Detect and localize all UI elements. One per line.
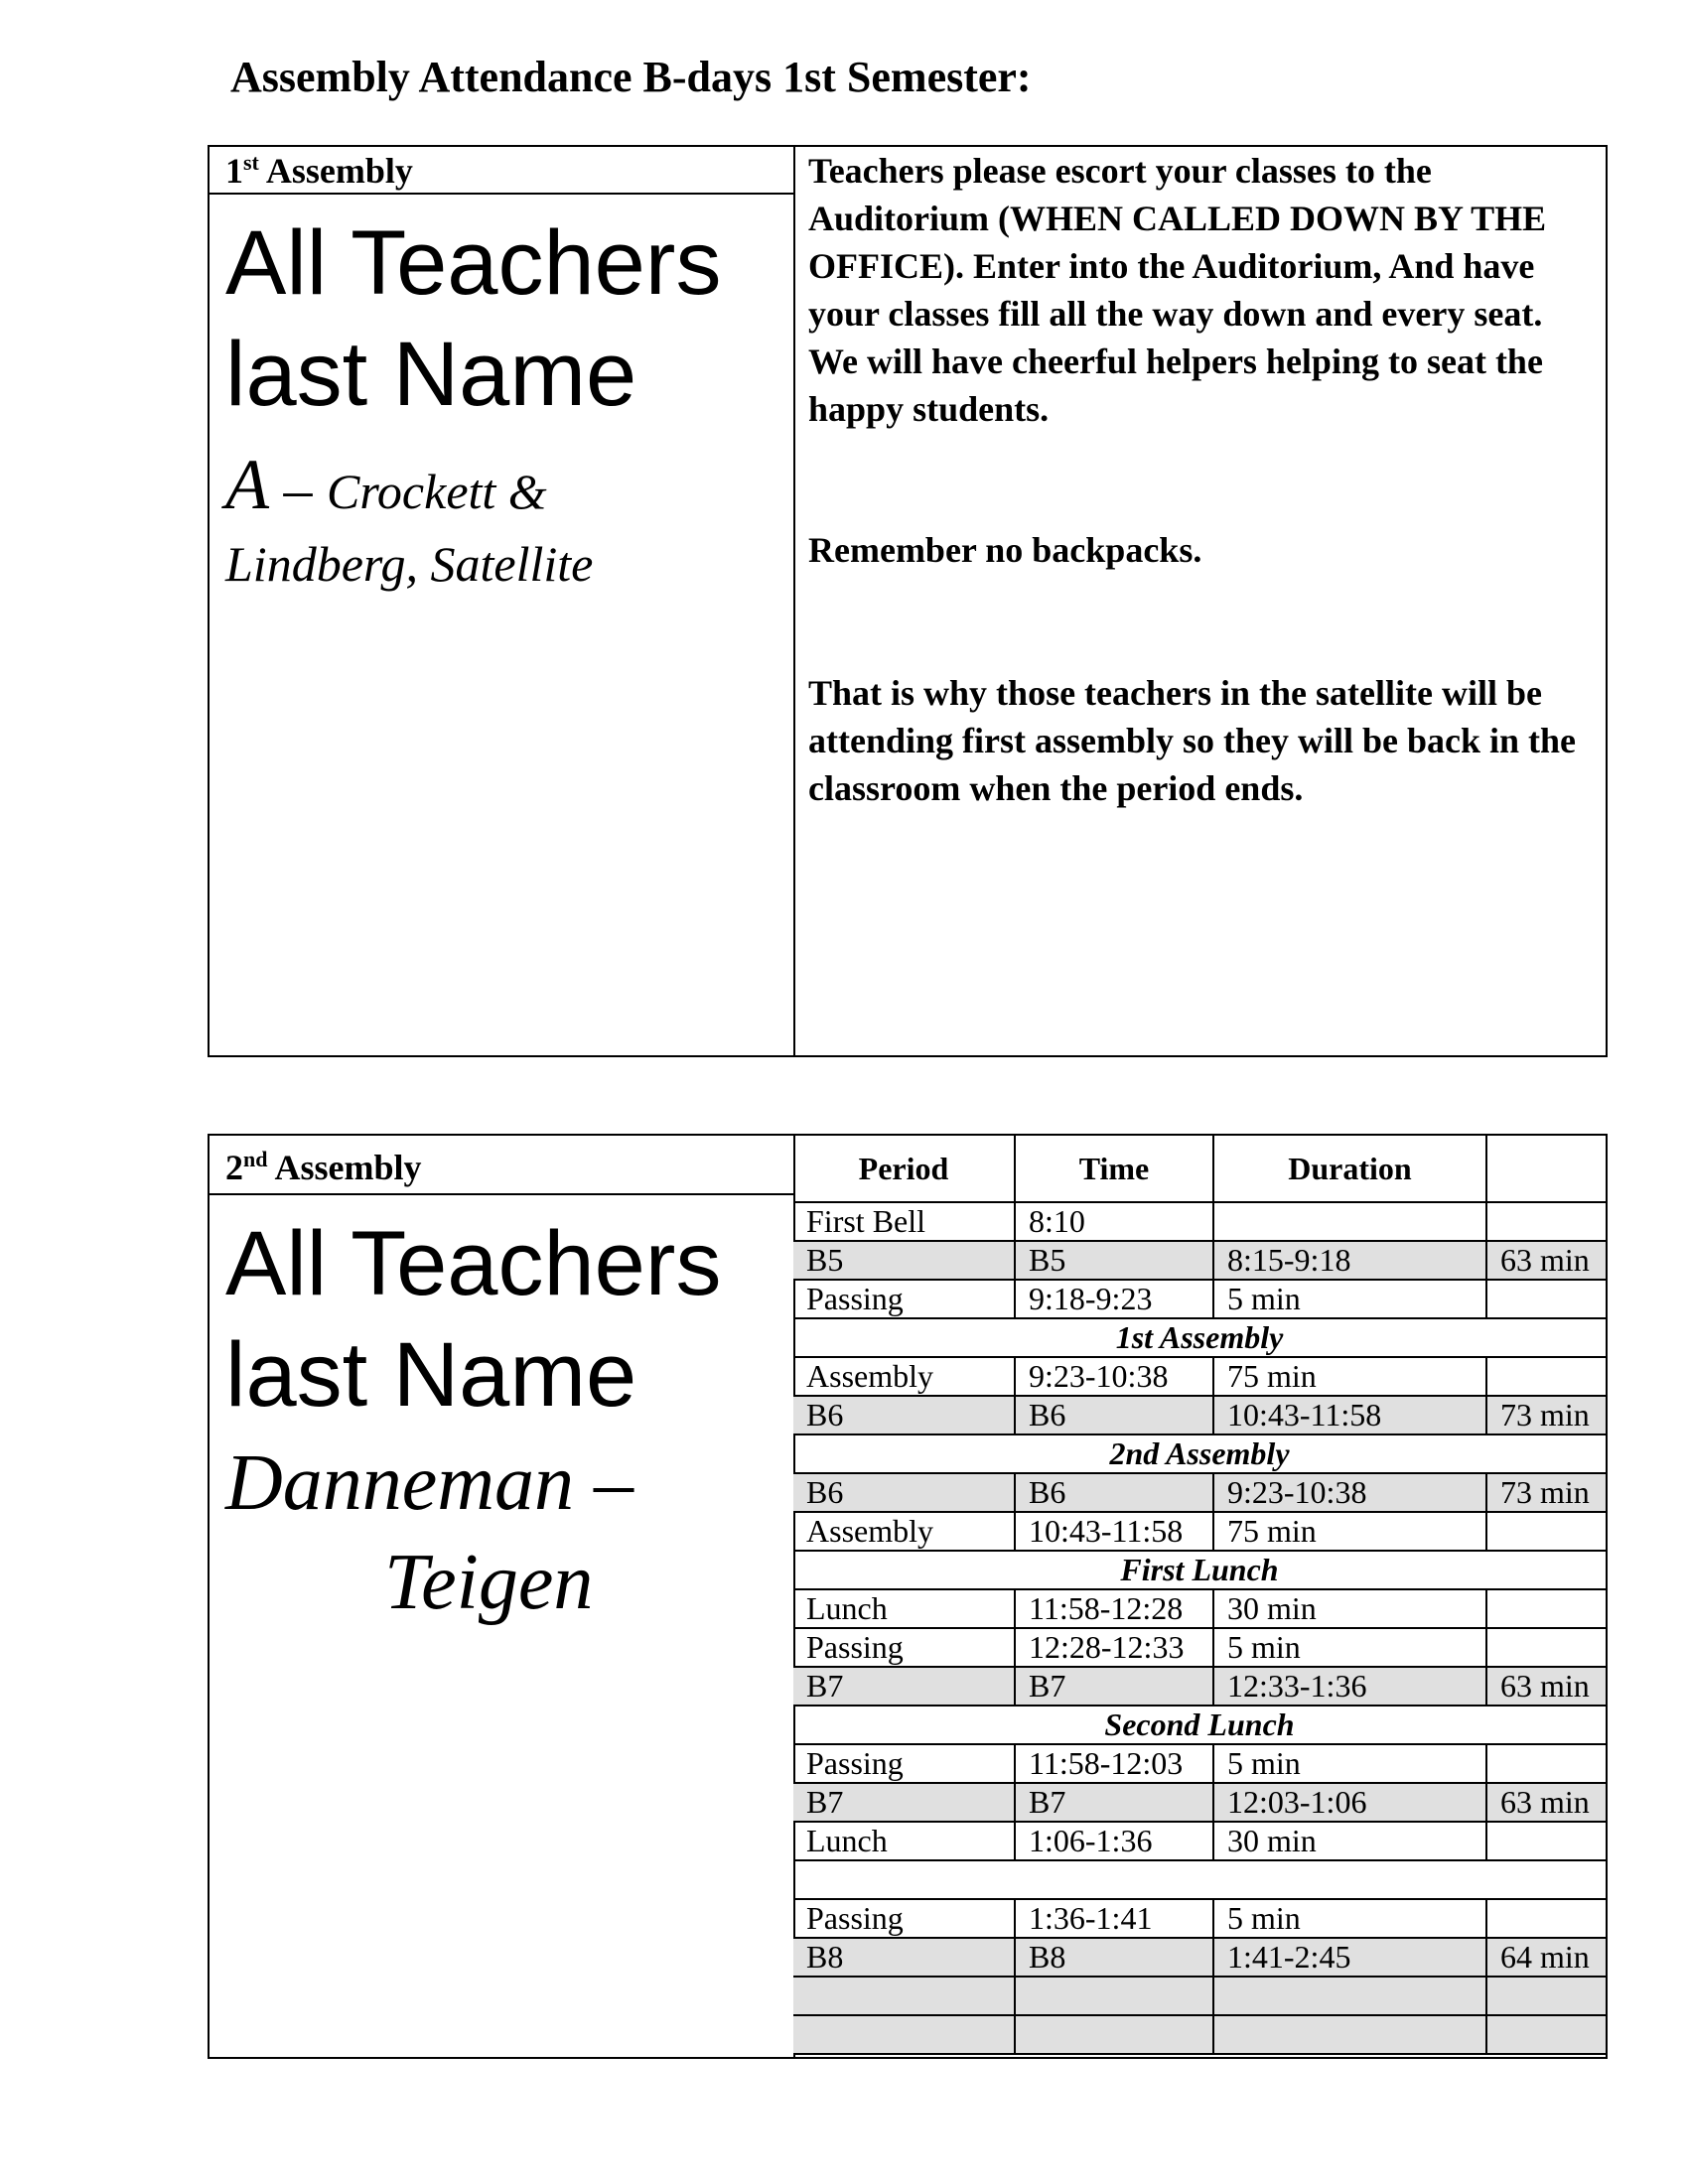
table-cell: 30 min <box>1213 1822 1486 1860</box>
table-cell: 1:06-1:36 <box>1015 1822 1213 1860</box>
table-cell <box>1213 2015 1486 2054</box>
table-cell: 8:15-9:18 <box>1213 1241 1486 1280</box>
table-row <box>793 1822 1606 1860</box>
table-cell <box>1486 1512 1606 1551</box>
table-cell <box>1213 1977 1486 2015</box>
table-cell: B5 <box>793 1241 1015 1280</box>
table-cell: First Bell <box>793 1202 1015 1241</box>
table-cell: 9:23-10:38 <box>1213 1473 1486 1512</box>
instructions-paragraph: Teachers please escort your classes to the Auditorium (WHEN CALLED DOWN BY THE OFFICE). Enter into the Auditorium, And have your classes fill all the way down and every seat. We will have cheerful helpers helping to seat the happy students. <box>808 151 1547 429</box>
table-cell: 73 min <box>1486 1396 1606 1434</box>
document-title: Assembly Attendance B-days 1st Semester: <box>230 53 1032 101</box>
table-cell: 10:43-11:58 <box>1015 1512 1213 1551</box>
table-cell <box>793 2015 1015 2054</box>
bell-schedule-table <box>793 1136 1606 2055</box>
table-cell <box>1486 1744 1606 1783</box>
table-cell: 75 min <box>1213 1512 1486 1551</box>
table-cell: B7 <box>1015 1667 1213 1706</box>
table-cell: Passing <box>793 1280 1015 1318</box>
range-letter: A <box>225 445 269 524</box>
table-cell: 10:43-11:58 <box>1213 1396 1486 1434</box>
table-cell: 11:58-12:28 <box>1015 1589 1213 1628</box>
backpack-reminder: Remember no backpacks. <box>808 530 1202 570</box>
table-cell: 12:28-12:33 <box>1015 1628 1213 1667</box>
table-row <box>793 1744 1606 1783</box>
table-cell: Assembly <box>793 1357 1015 1396</box>
table-cell: Assembly <box>793 1512 1015 1551</box>
table-cell <box>1486 1628 1606 1667</box>
table-cell: 1:41-2:45 <box>1213 1938 1486 1977</box>
table-cell: 5 min <box>1213 1744 1486 1783</box>
table-section-row <box>793 1706 1606 1744</box>
heading-label: Assembly <box>267 1148 422 1187</box>
table-cell: 9:18-9:23 <box>1015 1280 1213 1318</box>
spacer-cell <box>793 1860 1606 1899</box>
name-range-end: Teigen <box>384 1539 594 1626</box>
table-row <box>793 1241 1606 1280</box>
table-cell <box>1486 1202 1606 1241</box>
table-cell: 63 min <box>1486 1241 1606 1280</box>
table-section-row <box>793 1551 1606 1589</box>
table-cell <box>1015 1977 1213 2015</box>
second-assembly-heading <box>210 1136 793 1195</box>
first-assembly-heading <box>210 147 793 195</box>
table-cell: Lunch <box>793 1589 1015 1628</box>
table-section-row <box>793 1318 1606 1357</box>
all-teachers-line: All Teachers <box>225 212 722 314</box>
table-cell: 64 min <box>1486 1938 1606 1977</box>
table-cell: 73 min <box>1486 1473 1606 1512</box>
table-header-row <box>793 1136 1606 1202</box>
name-range-start: Danneman – <box>225 1439 634 1527</box>
column-divider <box>793 147 795 1055</box>
table-cell <box>1486 1899 1606 1938</box>
last-name-line: last Name <box>225 324 637 425</box>
heading-ordinal: nd <box>243 1147 268 1171</box>
table-cell <box>1486 1822 1606 1860</box>
table-cell: B8 <box>1015 1938 1213 1977</box>
table-cell: 12:33-1:36 <box>1213 1667 1486 1706</box>
table-cell <box>1015 2015 1213 2054</box>
table-cell: 12:03-1:06 <box>1213 1783 1486 1822</box>
table-cell: 5 min <box>1213 1899 1486 1938</box>
name-range-end: Lindberg, Satellite <box>225 536 594 592</box>
second-assembly-box <box>208 1134 1608 2059</box>
range-dash: – <box>268 457 327 521</box>
table-cell: 63 min <box>1486 1783 1606 1822</box>
table-cell: 5 min <box>1213 1628 1486 1667</box>
table-cell: 8:10 <box>1015 1202 1213 1241</box>
table-cell <box>1486 2015 1606 2054</box>
table-cell: 30 min <box>1213 1589 1486 1628</box>
table-cell: B7 <box>1015 1783 1213 1822</box>
table-cell: B7 <box>793 1783 1015 1822</box>
table-row <box>793 1667 1606 1706</box>
table-cell: B7 <box>793 1667 1015 1706</box>
table-cell: 9:23-10:38 <box>1015 1357 1213 1396</box>
range-start-name: Crockett & <box>326 464 547 519</box>
table-cell <box>1486 1280 1606 1318</box>
table-cell <box>793 1977 1015 2015</box>
table-row <box>793 1202 1606 1241</box>
table-cell: B6 <box>1015 1396 1213 1434</box>
table-row <box>793 1396 1606 1434</box>
table-row <box>793 1977 1606 2015</box>
table-row <box>793 1280 1606 1318</box>
table-cell <box>1486 1589 1606 1628</box>
blank-header <box>1486 1136 1606 1202</box>
table-cell: 1:36-1:41 <box>1015 1899 1213 1938</box>
heading-number: 1 <box>225 151 243 191</box>
heading-number: 2 <box>225 1148 243 1187</box>
period-header: Period <box>793 1136 1015 1202</box>
table-row <box>793 1473 1606 1512</box>
table-cell: 5 min <box>1213 1280 1486 1318</box>
time-header: Time <box>1015 1136 1213 1202</box>
satellite-note: That is why those teachers in the satellite will be attending first assembly so they will be back in the classroom when the period ends. <box>808 673 1577 808</box>
table-cell: 63 min <box>1486 1667 1606 1706</box>
table-cell: B6 <box>793 1396 1015 1434</box>
heading-label: Assembly <box>258 151 413 191</box>
heading-ordinal: st <box>243 150 259 175</box>
table-cell: Passing <box>793 1899 1015 1938</box>
table-cell: B6 <box>793 1473 1015 1512</box>
section-label: 1st Assembly <box>793 1318 1606 1357</box>
table-cell: B6 <box>1015 1473 1213 1512</box>
table-row <box>793 1938 1606 1977</box>
table-row <box>793 1512 1606 1551</box>
table-cell <box>1213 1202 1486 1241</box>
table-row <box>793 1899 1606 1938</box>
table-cell: Passing <box>793 1628 1015 1667</box>
table-row <box>793 1783 1606 1822</box>
table-cell: 11:58-12:03 <box>1015 1744 1213 1783</box>
table-cell: B8 <box>793 1938 1015 1977</box>
duration-header: Duration <box>1213 1136 1486 1202</box>
table-row <box>793 1628 1606 1667</box>
table-row <box>793 1357 1606 1396</box>
table-cell: 75 min <box>1213 1357 1486 1396</box>
table-section-row <box>793 1434 1606 1473</box>
table-cell: Lunch <box>793 1822 1015 1860</box>
table-cell <box>1486 1357 1606 1396</box>
table-cell: Passing <box>793 1744 1015 1783</box>
table-row <box>793 1589 1606 1628</box>
section-label: First Lunch <box>793 1551 1606 1589</box>
last-name-line: last Name <box>225 1324 637 1426</box>
table-row <box>793 2015 1606 2054</box>
table-cell: B5 <box>1015 1241 1213 1280</box>
table-cell <box>1486 1977 1606 2015</box>
all-teachers-line: All Teachers <box>225 1213 722 1314</box>
table-spacer-row <box>793 1860 1606 1899</box>
first-assembly-box <box>208 145 1608 1057</box>
section-label: 2nd Assembly <box>793 1434 1606 1473</box>
section-label: Second Lunch <box>793 1706 1606 1744</box>
